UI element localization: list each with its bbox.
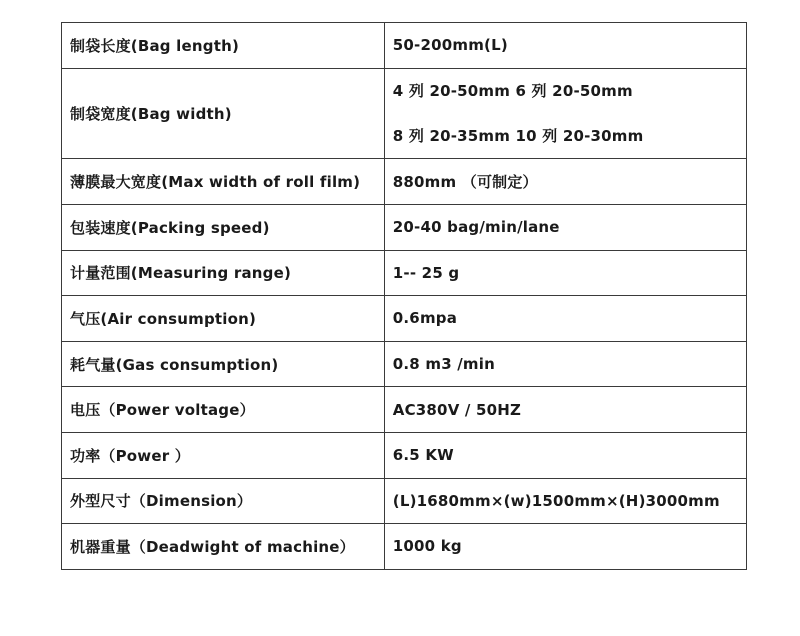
row-value-air-consumption: 0.6mpa [384,296,746,342]
table-row [62,23,747,69]
row-value-gas-consumption: 0.8 m3 /min [384,341,746,387]
row-value-packing-speed: 20-40 bag/min/lane [384,204,746,250]
table-row [62,387,747,433]
row-value-measuring-range: 1-- 25 g [384,250,746,296]
row-label-packing-speed: 包装速度(Packing speed) [62,204,385,250]
table-row [62,250,747,296]
bag-width-line-1: 4 列 20-50mm 6 列 20-50mm [392,82,633,101]
table-row [62,524,747,570]
row-value-max-film-width: 880mm （可制定） [384,159,746,205]
row-label-bag-length: 制袋长度(Bag length) [62,23,385,69]
row-label-power-voltage: 电压（Power voltage） [62,387,385,433]
table-row [62,296,747,342]
table-row [62,159,747,205]
row-label-machine-weight: 机器重量（Deadwight of machine） [62,524,385,570]
table-row [62,68,747,159]
bag-width-line-2: 8 列 20-35mm 10 列 20-30mm [392,127,644,146]
row-label-max-film-width: 薄膜最大宽度(Max width of roll film) [62,159,385,205]
row-label-air-consumption: 气压(Air consumption) [62,296,385,342]
row-label-measuring-range: 计量范围(Measuring range) [62,250,385,296]
table-row [62,341,747,387]
row-label-power: 功率（Power ） [62,432,385,478]
row-value-dimension: (L)1680mm×(w)1500mm×(H)3000mm [384,478,746,524]
row-label-bag-width: 制袋宽度(Bag width) [62,68,385,159]
row-value-bag-length: 50-200mm(L) [384,23,746,69]
row-value-power-voltage: AC380V / 50HZ [384,387,746,433]
row-label-gas-consumption: 耗气量(Gas consumption) [62,341,385,387]
row-label-dimension: 外型尺寸（Dimension） [62,478,385,524]
row-value-machine-weight: 1000 kg [384,524,746,570]
row-value-bag-width [384,68,746,159]
table-row [62,478,747,524]
row-value-power: 6.5 KW [384,432,746,478]
table-row [62,204,747,250]
table-row [62,432,747,478]
spec-table [61,22,747,570]
